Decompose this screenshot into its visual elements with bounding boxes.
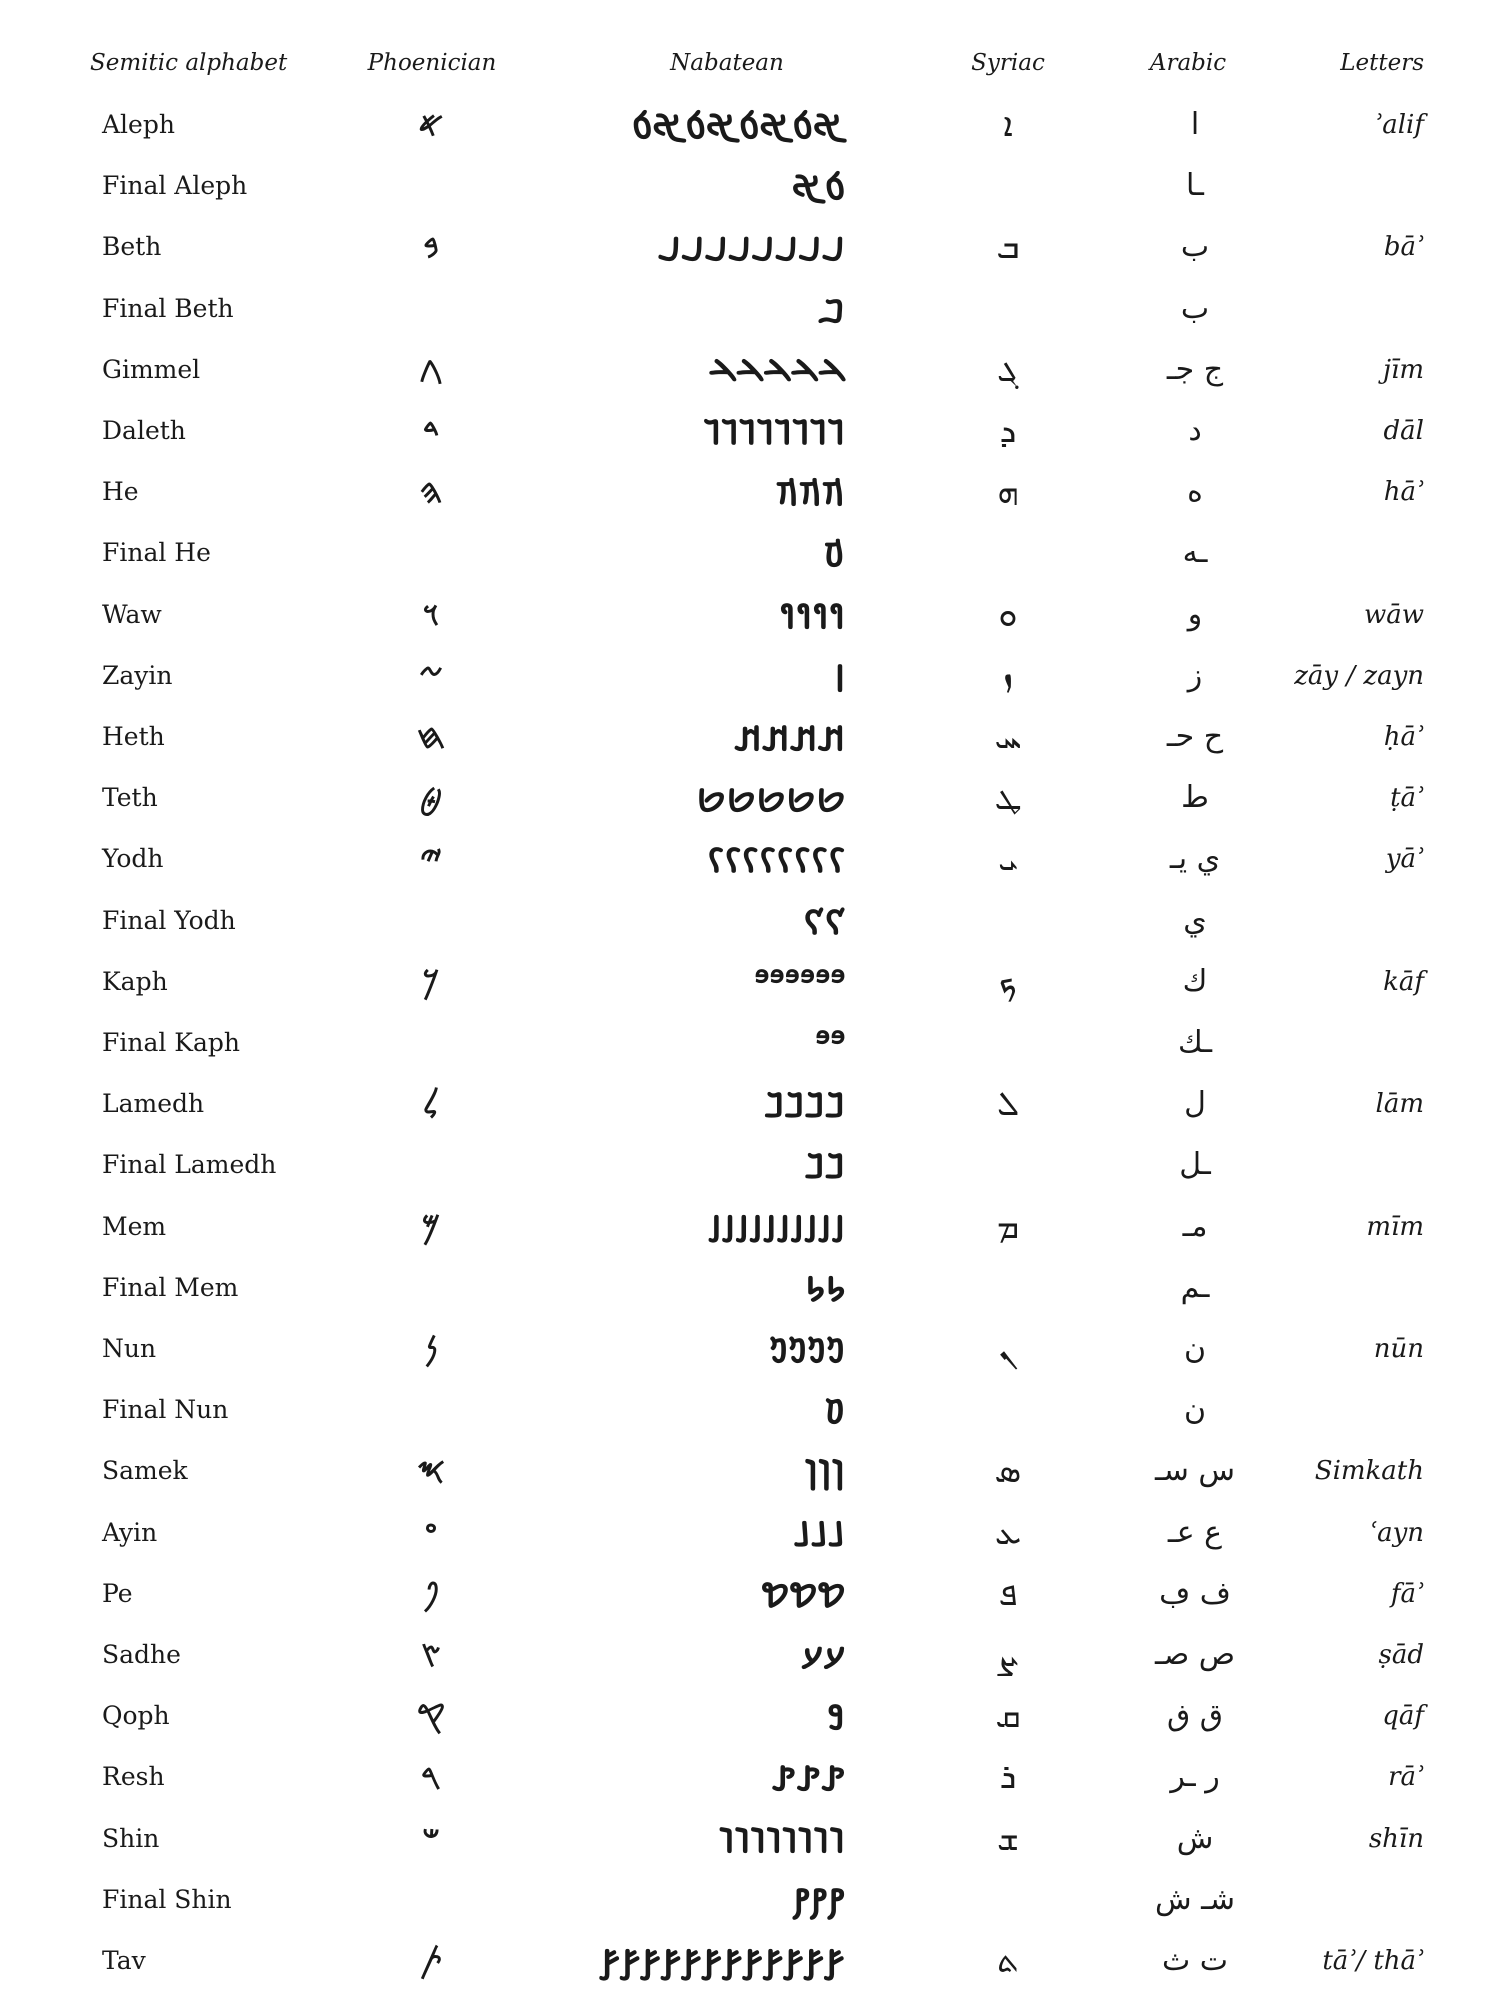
arabic-glyph: و	[1187, 596, 1203, 632]
nabatean-glyphs: 𐢒	[824, 1388, 846, 1433]
table-header	[0, 50, 1500, 82]
table-row	[0, 1564, 1500, 1624]
table-row	[0, 279, 1500, 339]
table-row	[0, 340, 1500, 400]
arabic-glyph: ه	[1187, 474, 1203, 510]
header-semitic-alphabet: Semitic alphabet	[90, 50, 288, 76]
letter-name: Nun	[102, 1334, 157, 1363]
arabic-glyph: ـه	[1182, 535, 1208, 571]
phoenician-glyph: 𐤕	[419, 1941, 443, 1981]
nabatean-glyphs: 𐢗𐢗	[801, 1633, 846, 1677]
letter-name: Pe	[102, 1578, 133, 1608]
syriac-glyph: ܙ	[1003, 655, 1013, 696]
syriac-glyph: ܣ	[994, 1451, 1022, 1492]
header-phoenician: Phoenician	[367, 50, 497, 76]
phoenician-glyph: 𐤊	[422, 961, 440, 1002]
syriac-glyph: ܬ	[997, 1941, 1019, 1981]
arabic-glyph: ـم	[1180, 1269, 1210, 1305]
table-row	[0, 1809, 1500, 1869]
arabic-letter-name: ʾalif	[1374, 110, 1424, 140]
nabatean-glyphs: 𐢔𐢔𐢔	[805, 1449, 846, 1494]
nabatean-glyphs: 𐢛𐢛𐢛𐢛𐢛𐢛𐢛𐢛	[719, 1816, 846, 1861]
nabatean-glyphs: 𐢓𐢓𐢓𐢓	[769, 1327, 846, 1371]
arabic-letter-name: nūn	[1373, 1334, 1424, 1364]
nabatean-glyphs: 𐢚𐢚𐢚	[793, 1877, 846, 1922]
arabic-glyph: ا	[1190, 107, 1200, 142]
phoenician-glyph: 𐤈	[419, 778, 443, 819]
letter-name: Aleph	[102, 110, 175, 139]
nabatean-glyphs: 𐢌𐢌	[803, 898, 846, 943]
table-row	[0, 1441, 1500, 1501]
arabic-glyph: س سـ	[1154, 1453, 1236, 1489]
phoenician-glyph: 𐤀	[418, 105, 444, 145]
table-row	[0, 952, 1500, 1012]
phoenician-glyph: 𐤋	[422, 1084, 440, 1125]
phoenician-glyph: 𐤌	[421, 1206, 441, 1247]
syriac-glyph: ܦ	[998, 1573, 1018, 1614]
table-row	[0, 1074, 1500, 1134]
arabic-glyph: ـل	[1179, 1147, 1211, 1183]
phoenician-glyph: 𐤁	[423, 227, 439, 268]
letter-name: Lamedh	[102, 1089, 205, 1119]
table-row	[0, 1013, 1500, 1073]
arabic-glyph: ص صـ	[1154, 1637, 1236, 1672]
header-syriac: Syriac	[971, 50, 1045, 76]
arabic-glyph: ك	[1182, 963, 1208, 999]
header-letters: Letters	[1340, 50, 1424, 76]
arabic-letter-name: lām	[1375, 1089, 1424, 1120]
table-row	[0, 1870, 1500, 1930]
header-nabatean: Nabatean	[670, 50, 784, 76]
nabatean-glyphs: 𐢂	[818, 286, 846, 331]
arabic-letter-name: ṭāʾ	[1390, 783, 1424, 814]
arabic-glyph: ر ـر	[1170, 1759, 1220, 1795]
arabic-letter-name: ʿayn	[1369, 1517, 1424, 1548]
nabatean-glyphs: 𐢀𐢁𐢀𐢁𐢀𐢁𐢀𐢁	[632, 103, 846, 147]
arabic-glyph: ن	[1183, 1331, 1207, 1366]
arabic-glyph: ع عـ	[1167, 1514, 1223, 1550]
arabic-letter-name: dāl	[1383, 416, 1424, 446]
table-row	[0, 1258, 1500, 1318]
nabatean-glyphs: 𐢎𐢎𐢎𐢎𐢎𐢎	[754, 959, 846, 1004]
nabatean-glyphs: 𐢏𐢏𐢏𐢏	[765, 1082, 846, 1127]
nabatean-glyphs: 𐢎𐢎	[815, 1021, 846, 1065]
letter-name: Yodh	[102, 844, 164, 874]
syriac-glyph: ܛ	[994, 778, 1022, 819]
syriac-glyph: ܠ	[996, 1084, 1020, 1125]
table-row	[0, 1931, 1500, 1991]
nabatean-glyphs: 𐢇𐢇𐢇	[776, 470, 846, 515]
arabic-letter-name: zāy / zayn	[1294, 660, 1424, 691]
table-row	[0, 1747, 1500, 1807]
nabatean-glyphs: 𐢏𐢏	[805, 1143, 846, 1188]
letter-name: Teth	[102, 783, 158, 813]
nabatean-glyphs: 𐢃𐢃𐢃𐢃𐢃𐢃𐢃𐢃	[658, 225, 846, 270]
phoenician-glyph: 𐤐	[422, 1573, 440, 1614]
syriac-glyph: ܩ	[995, 1696, 1021, 1737]
table-row	[0, 707, 1500, 767]
syriac-glyph: ܚ	[994, 717, 1022, 757]
arabic-letter-name: hāʾ	[1383, 477, 1424, 508]
letter-name: Final He	[102, 538, 211, 568]
syriac-glyph: ܢ	[998, 1329, 1018, 1369]
nabatean-glyphs: 𐢝𐢝𐢝𐢝𐢝𐢝𐢝𐢝𐢝𐢝𐢝𐢝	[600, 1939, 846, 1983]
arabic-glyph: ي	[1183, 902, 1207, 938]
arabic-glyph: ش	[1176, 1820, 1214, 1856]
letter-name: Resh	[102, 1762, 165, 1792]
letter-name: Final Lamedh	[102, 1150, 277, 1180]
arabic-glyph: ب	[1180, 229, 1210, 265]
phoenician-glyph: 𐤑	[420, 1635, 442, 1675]
table-row	[0, 217, 1500, 277]
letter-name: Qoph	[102, 1701, 170, 1731]
arabic-letter-name: Simkath	[1314, 1456, 1424, 1487]
table-row	[0, 1135, 1500, 1195]
phoenician-glyph: 𐤒	[416, 1696, 446, 1737]
table-row	[0, 891, 1500, 951]
arabic-glyph: ق ڧ	[1166, 1698, 1224, 1734]
letter-name: Final Shin	[102, 1884, 232, 1914]
letter-name: Daleth	[102, 416, 186, 445]
letter-name: Gimmel	[102, 354, 201, 384]
table-row	[0, 156, 1500, 216]
table-row	[0, 1380, 1500, 1440]
syriac-glyph: ܕ	[999, 411, 1017, 451]
table-row	[0, 523, 1500, 583]
syriac-glyph: ܥ	[994, 1512, 1022, 1553]
syriac-glyph: ܫ	[997, 1818, 1019, 1859]
arabic-glyph: ح حـ	[1166, 719, 1224, 754]
phoenician-glyph: 𐤅	[422, 594, 440, 635]
letter-name: Mem	[102, 1211, 167, 1241]
syriac-glyph: ܨ	[997, 1635, 1019, 1675]
table-row	[0, 1503, 1500, 1563]
arabic-letter-name: ṣād	[1378, 1640, 1424, 1670]
nabatean-glyphs: 𐢑𐢑𐢑𐢑𐢑𐢑𐢑𐢑𐢑𐢑	[708, 1204, 846, 1249]
arabic-letter-name: kāf	[1383, 966, 1424, 997]
arabic-letter-name: wāw	[1363, 599, 1424, 630]
syriac-glyph: ܡ	[996, 1206, 1020, 1247]
syriac-glyph: ܒ	[996, 227, 1020, 268]
arabic-glyph: ن	[1183, 1392, 1207, 1428]
phoenician-glyph: 𐤇	[416, 717, 446, 757]
nabatean-glyphs: 𐢄𐢄𐢄𐢄𐢄	[709, 347, 846, 392]
letter-name: Samek	[102, 1456, 188, 1486]
syriac-glyph: ܗ	[997, 472, 1019, 513]
table-row	[0, 95, 1500, 155]
phoenician-glyph: 𐤂	[419, 349, 443, 390]
syriac-glyph: ܝ	[998, 839, 1018, 880]
syriac-glyph: ܪ	[999, 1757, 1017, 1798]
phoenician-glyph: 𐤏	[424, 1512, 438, 1553]
phoenician-glyph: 𐤉	[420, 839, 442, 880]
table-row	[0, 585, 1500, 645]
nabatean-glyphs: 𐢋𐢋𐢋𐢋𐢋	[696, 776, 846, 821]
arabic-letter-name: fāʾ	[1390, 1578, 1424, 1609]
nabatean-glyphs: 𐢉	[834, 653, 846, 698]
nabatean-glyphs: 𐢘	[827, 1694, 846, 1739]
arabic-glyph: ف ڢ	[1159, 1575, 1231, 1611]
table-row	[0, 1319, 1500, 1379]
table-row	[0, 462, 1500, 522]
arabic-letter-name: qāf	[1382, 1701, 1424, 1732]
letter-name: Beth	[102, 232, 162, 262]
arabic-glyph: ـا	[1186, 168, 1204, 204]
nabatean-glyphs: 𐢐𐢐	[805, 1265, 846, 1310]
syriac-glyph: ܘ	[998, 594, 1018, 635]
nabatean-glyphs: 𐢍𐢍𐢍𐢍𐢍𐢍𐢍𐢍	[707, 837, 846, 882]
arabic-letter-name: ḥāʾ	[1383, 722, 1424, 752]
letter-name: Ayin	[102, 1517, 158, 1547]
table-row	[0, 829, 1500, 889]
header-arabic: Arabic	[1149, 50, 1227, 76]
arabic-glyph: د	[1188, 413, 1202, 448]
letter-name: Sadhe	[102, 1640, 181, 1669]
syriac-glyph: ܓ	[997, 349, 1019, 390]
table-row	[0, 401, 1500, 461]
phoenician-glyph: 𐤍	[424, 1329, 438, 1369]
nabatean-glyphs: 𐢙𐢙𐢙	[771, 1755, 846, 1800]
arabic-letter-name: jīm	[1382, 354, 1424, 385]
phoenician-glyph: 𐤎	[416, 1451, 446, 1492]
table-row	[0, 768, 1500, 828]
nabatean-glyphs: 𐢅𐢅𐢅𐢅𐢅𐢅𐢅𐢅	[704, 409, 846, 453]
letter-name: Heth	[102, 722, 165, 751]
letter-name: Waw	[102, 599, 162, 629]
arabic-glyph: ي يـ	[1169, 841, 1221, 877]
arabic-letter-name: bāʾ	[1383, 232, 1424, 263]
letter-name: Shin	[102, 1823, 160, 1853]
letter-name: Zayin	[102, 660, 173, 690]
table-row	[0, 1625, 1500, 1685]
syriac-glyph: ܐ	[1003, 105, 1013, 145]
letter-name: Tav	[102, 1946, 146, 1975]
table-row	[0, 1197, 1500, 1257]
letter-name: He	[102, 477, 139, 507]
phoenician-glyph: 𐤔	[422, 1818, 440, 1859]
letter-name: Final Kaph	[102, 1028, 240, 1057]
arabic-letter-name: yāʾ	[1385, 844, 1424, 875]
phoenician-glyph: 𐤄	[419, 472, 443, 513]
phoenician-glyph: 𐤆	[418, 655, 444, 696]
nabatean-glyphs: 𐢆	[825, 531, 846, 576]
letter-name: Final Aleph	[102, 171, 248, 201]
letter-name: Kaph	[102, 966, 168, 996]
letter-name: Final Beth	[102, 293, 234, 323]
nabatean-glyphs: 𐢕𐢕𐢕	[794, 1510, 846, 1555]
letter-name: Final Yodh	[102, 905, 236, 935]
table-row	[0, 1686, 1500, 1746]
arabic-glyph: ـك	[1177, 1025, 1213, 1060]
nabatean-glyphs: 𐢊𐢊𐢊𐢊	[734, 715, 846, 759]
letter-name: Final Mem	[102, 1272, 239, 1302]
arabic-letter-name: rāʾ	[1388, 1762, 1424, 1793]
nabatean-glyphs: 𐢁𐢀	[792, 164, 846, 209]
phoenician-glyph: 𐤃	[422, 411, 440, 451]
phoenician-glyph: 𐤓	[420, 1757, 442, 1798]
arabic-glyph: شـ ش	[1154, 1881, 1236, 1917]
table-row	[0, 646, 1500, 706]
arabic-letter-name: shīn	[1368, 1823, 1424, 1854]
nabatean-glyphs: 𐢈𐢈𐢈𐢈	[779, 592, 846, 637]
arabic-letter-name: tāʾ/ thāʾ	[1322, 1946, 1424, 1976]
arabic-glyph: ج جـ	[1166, 351, 1224, 387]
syriac-glyph: ܟ	[998, 961, 1018, 1002]
arabic-glyph: ز	[1187, 657, 1203, 693]
arabic-letter-name: mīm	[1366, 1211, 1424, 1242]
arabic-glyph: ب	[1180, 290, 1210, 326]
arabic-glyph: ت ث	[1161, 1943, 1229, 1978]
nabatean-glyphs: 𐢖𐢖𐢖	[761, 1571, 846, 1616]
letter-name: Final Nun	[102, 1395, 229, 1425]
arabic-glyph: ل	[1184, 1086, 1206, 1122]
arabic-glyph: ط	[1181, 780, 1209, 816]
arabic-glyph: مـ	[1182, 1208, 1208, 1244]
